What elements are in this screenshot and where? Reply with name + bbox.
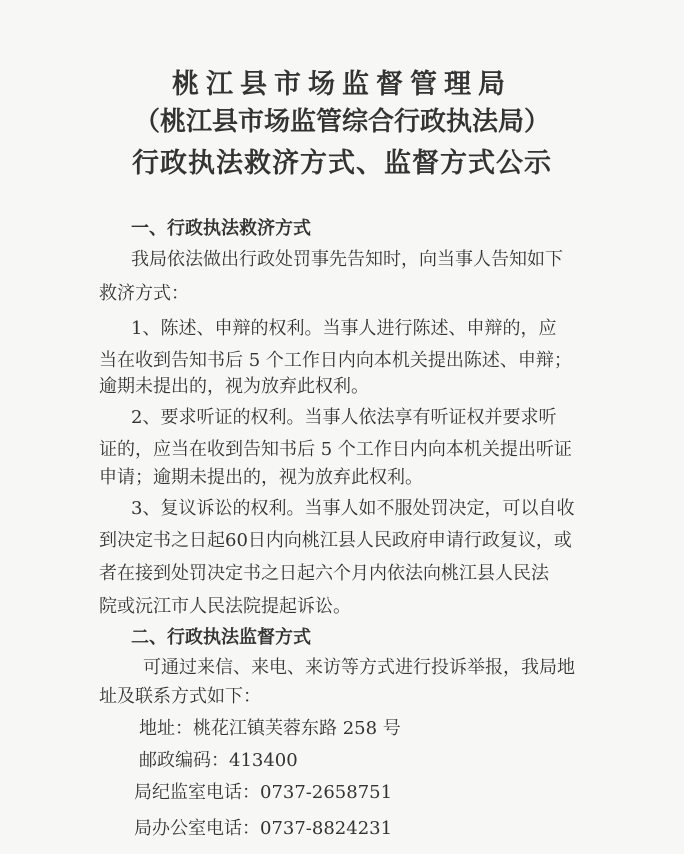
item3-line: 到决定书之日起60日内向桃江县人民政府申请行政复议，或 xyxy=(99,530,572,551)
item3-line: 3、复议诉讼的权利。当事人如不服处罚决定，可以自收 xyxy=(131,498,575,519)
section1-intro-line: 救济方式： xyxy=(99,283,189,304)
item3-line: 院或沅江市人民法院提起诉讼。 xyxy=(99,596,351,617)
section2-intro-line: 址及联系方式如下： xyxy=(99,686,261,707)
office-phone-line: 局办公室电话：0737-8824231 xyxy=(134,818,393,839)
section2-heading: 二、行政执法监督方式 xyxy=(131,627,311,648)
section1-heading: 一、行政执法救济方式 xyxy=(131,218,311,239)
title-line-2: （桃江县市场监管综合行政执法局） xyxy=(133,107,550,137)
item1-line: 1、陈述、申辩的权利。当事人进行陈述、申辩的，应 xyxy=(131,318,557,339)
address-line: 地址：桃花江镇芙蓉东路 258 号 xyxy=(139,718,401,739)
title-line-3: 行政执法救济方式、监督方式公示 xyxy=(132,148,552,179)
item1-line: 逾期未提出的，视为放弃此权利。 xyxy=(99,376,369,397)
postcode-line: 邮政编码：413400 xyxy=(139,750,298,771)
item2-line: 证的，应当在收到告知书后 5 个工作日内向本机关提出听证 xyxy=(99,439,572,460)
item3-line: 者在接到处罚决定书之日起六个月内依法向桃江县人民法 xyxy=(99,563,549,584)
item2-line: 2、要求听证的权利。当事人依法享有听证权并要求听 xyxy=(131,407,557,428)
discipline-phone-line: 局纪监室电话：0737-2658751 xyxy=(134,782,393,803)
item1-line: 当在收到告知书后 5 个工作日内向本机关提出陈述、申辩； xyxy=(99,350,572,371)
title-line-1: 桃江县市场监督管理局 xyxy=(172,69,512,100)
item2-line: 申请；逾期未提出的，视为放弃此权利。 xyxy=(99,467,423,488)
section1-intro-line: 我局依法做出行政处罚事先告知时，向当事人告知如下 xyxy=(131,249,563,270)
section2-intro-line: 可通过来信、来电、来访等方式进行投诉举报，我局地 xyxy=(143,657,575,678)
